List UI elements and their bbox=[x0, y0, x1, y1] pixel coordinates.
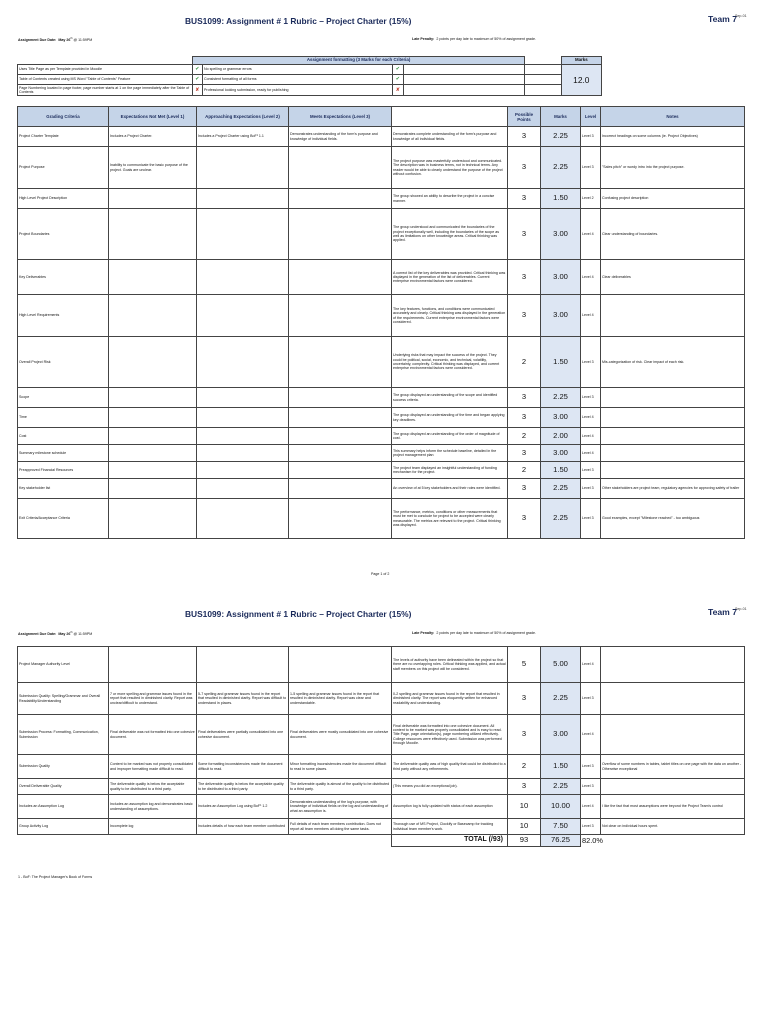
criteria-cell: Submission Quality: Spelling/Grammar and Overall Readability/Understanding bbox=[18, 683, 109, 715]
level1-cell bbox=[109, 189, 197, 209]
table-row bbox=[18, 388, 745, 408]
level4-cell: The group understood and communicated the boundaries of the project exceptionally well, including the boundaries of the scope as well as limitations on other knowledge areas. Critical thinking was applied. bbox=[392, 209, 508, 260]
level2-cell bbox=[197, 147, 289, 189]
marks-cell: 3.00 bbox=[541, 715, 581, 755]
level1-cell bbox=[109, 445, 197, 462]
criteria-cell: Overall Project Risk bbox=[18, 337, 109, 388]
notes-cell: Overflow of some numbers in tables, tablet titles on one page with the data on another - Otherwise exceptional bbox=[601, 755, 745, 779]
level2-cell bbox=[197, 408, 289, 428]
header-level: Level bbox=[581, 107, 601, 127]
level4-cell: Demonstrates complete understanding of the form's purpose and knowledge of all individual fields. bbox=[392, 127, 508, 147]
notes-cell bbox=[601, 445, 745, 462]
level2-cell: Includes a Project Charter using BoF¹ 1.1 bbox=[197, 127, 289, 147]
level1-cell: Includes an assumption log and demonstrates basic understanding of assumptions. bbox=[109, 795, 197, 819]
level3-cell bbox=[289, 189, 392, 209]
level1-cell bbox=[109, 295, 197, 337]
level1-cell bbox=[109, 209, 197, 260]
possible-points-cell: 3 bbox=[508, 209, 541, 260]
possible-points-cell: 10 bbox=[508, 819, 541, 835]
team-date: Sep-01 bbox=[734, 14, 747, 18]
level4-cell: Final deliverable was formatted into one cohesive document. All content to be marked was properly consolidated and is easy to read. Title Page, page orientation(s), page numbering utilized effectively. College resources were effectively used. Submission was performed through Moodle. bbox=[392, 715, 508, 755]
level4-cell: The project purpose was masterfully understood and communicated. The description was in business terms, not in technical terms. Any reader would be able to clearly understand the purpose of the project without confusion. bbox=[392, 147, 508, 189]
due-date bbox=[18, 631, 92, 636]
marks-cell: 1.50 bbox=[541, 462, 581, 479]
check-icon: ✔ bbox=[393, 75, 403, 85]
level-cell: Level 4 bbox=[581, 715, 601, 755]
team-name: Team 7 bbox=[708, 14, 737, 24]
formatting-mark: 12.0 bbox=[561, 65, 601, 96]
level4-cell: The group displayed an understanding of the scope and identified success criteria. bbox=[392, 388, 508, 408]
criteria-cell: Preapproved Financial Resources bbox=[18, 462, 109, 479]
marks-cell: 2.25 bbox=[541, 388, 581, 408]
possible-points-cell: 2 bbox=[508, 428, 541, 445]
header-level3: Meets Expectations (Level 3) bbox=[289, 107, 392, 127]
level1-cell: Content to be marked was not properly consolidated and improper formatting made difficult to read. bbox=[109, 755, 197, 779]
criteria-cell: Group Activity Log bbox=[18, 819, 109, 835]
notes-cell bbox=[601, 462, 745, 479]
marks-cell: 2.25 bbox=[541, 147, 581, 189]
total-row bbox=[18, 835, 745, 847]
due-date bbox=[18, 37, 92, 42]
page-footer: Page 1 of 2 bbox=[371, 572, 390, 576]
header-marks: Marks bbox=[541, 107, 581, 127]
level3-cell bbox=[289, 462, 392, 479]
criteria-cell: Scope bbox=[18, 388, 109, 408]
level-cell: Level 3 bbox=[581, 147, 601, 189]
level2-cell: Includes an Assumption Log using BoF¹ 1.2 bbox=[197, 795, 289, 819]
level3-cell: Demonstrates understanding of the form's purpose and knowledge of individual fields. bbox=[289, 127, 392, 147]
level4-cell: The levels of authority have been delineated within the project so that there are no overlapping roles. Critical thinking was applied, and actual staff members on this project will be considered. bbox=[392, 647, 508, 683]
level-cell: Level 3 bbox=[581, 779, 601, 795]
possible-points-cell: 3 bbox=[508, 408, 541, 428]
level-cell: Level 4 bbox=[581, 428, 601, 445]
page-title: BUS1099: Assignment # 1 Rubric – Project Charter (15%) bbox=[185, 16, 412, 26]
level-cell: Level 3 bbox=[581, 127, 601, 147]
level4-cell: The project team displayed an insightful understanding of funding mechanism for the project. bbox=[392, 462, 508, 479]
level1-cell bbox=[109, 499, 197, 539]
criteria-cell: Project Boundaries bbox=[18, 209, 109, 260]
table-row bbox=[18, 408, 745, 428]
level3-cell bbox=[289, 209, 392, 260]
table-row bbox=[18, 779, 745, 795]
due-time: @ 11:59PM bbox=[73, 632, 93, 637]
level-cell: Level 3 bbox=[581, 337, 601, 388]
level2-cell: The deliverable quality is below the acceptable quality to be distributed to a third party. bbox=[197, 779, 289, 795]
level3-cell bbox=[289, 260, 392, 295]
level3-cell bbox=[289, 428, 392, 445]
level2-cell bbox=[197, 260, 289, 295]
level3-cell bbox=[289, 388, 392, 408]
level2-cell: Final deliverables were partially consolidated into one cohesive document. bbox=[197, 715, 289, 755]
level3-cell bbox=[289, 479, 392, 499]
late-penalty bbox=[412, 631, 536, 635]
level3-cell: 1-5 spelling and grammar issues found in the report that resulted in diminished clarity. Report was clear and understandable. bbox=[289, 683, 392, 715]
criteria-cell: Exit Criteria/Acceptance Criteria bbox=[18, 499, 109, 539]
level-cell: Level 4 bbox=[581, 408, 601, 428]
marks-cell: 1.50 bbox=[541, 337, 581, 388]
level1-cell: The deliverable quality is below the acceptable quality to be distributed to a third party. bbox=[109, 779, 197, 795]
formatting-item: Professional looking submission, ready for publishing bbox=[203, 85, 393, 96]
level3-cell: Final deliverables were mostly consolidated into one cohesive document. bbox=[289, 715, 392, 755]
possible-points-cell: 3 bbox=[508, 499, 541, 539]
level-cell: Level 4 bbox=[581, 647, 601, 683]
formatting-item: Consistent formatting of all forms bbox=[203, 75, 393, 85]
table-row bbox=[18, 127, 745, 147]
notes-cell bbox=[601, 715, 745, 755]
notes-cell: "Sales pitch" or wordy intro into the project purpose. bbox=[601, 147, 745, 189]
marks-cell: 2.00 bbox=[541, 428, 581, 445]
criteria-cell: High Level Project Description bbox=[18, 189, 109, 209]
due-sup: th bbox=[70, 631, 73, 634]
level1-cell bbox=[109, 408, 197, 428]
level3-cell bbox=[289, 337, 392, 388]
total-marks: 76.25 bbox=[541, 835, 581, 847]
notes-cell: I like the fact that most assumptions were beyond the Project Team's control bbox=[601, 795, 745, 819]
table-row bbox=[18, 295, 745, 337]
level4-cell: The performance, metrics, conditions or other measurements that must be met to conclude for project to be accepted were clearly measurable. The metrics are relevant to the project. Critical thinking was displayed. bbox=[392, 499, 508, 539]
late-label: Late Penalty: bbox=[412, 37, 435, 41]
table-row bbox=[18, 647, 745, 683]
rubric-rows-page1 bbox=[18, 127, 745, 539]
due-label: Assignment Due Date: bbox=[18, 632, 57, 637]
team-date: Sep-01 bbox=[734, 607, 747, 611]
marks-cell: 1.50 bbox=[541, 189, 581, 209]
level3-cell bbox=[289, 295, 392, 337]
level1-cell: Incomplete log bbox=[109, 819, 197, 835]
rubric-rows-page2 bbox=[18, 647, 745, 835]
possible-points-cell: 3 bbox=[508, 295, 541, 337]
notes-cell: Clear deliverables bbox=[601, 260, 745, 295]
possible-points-cell: 3 bbox=[508, 445, 541, 462]
table-row bbox=[18, 499, 745, 539]
notes-cell: Not clear on individual hours spent. bbox=[601, 819, 745, 835]
table-row bbox=[18, 479, 745, 499]
formatting-item: Page Numbering located in page footer, page number starts at 1 on the page immediately after the Table of Contents bbox=[18, 85, 193, 96]
marks-cell: 3.00 bbox=[541, 295, 581, 337]
level3-cell bbox=[289, 647, 392, 683]
criteria-cell: Project Purpose bbox=[18, 147, 109, 189]
table-row bbox=[18, 462, 745, 479]
total-points: 93 bbox=[508, 835, 541, 847]
level-cell: Level 3 bbox=[581, 819, 601, 835]
table-row bbox=[18, 147, 745, 189]
cross-icon: ✘ bbox=[393, 85, 403, 96]
late-value: 2 points per day late to maximum of 50% of assignment grade. bbox=[436, 37, 537, 41]
criteria-cell: Submission Quality bbox=[18, 755, 109, 779]
level2-cell bbox=[197, 479, 289, 499]
late-value: 2 points per day late to maximum of 50% of assignment grade. bbox=[436, 631, 537, 635]
marks-cell: 5.00 bbox=[541, 647, 581, 683]
header-criteria: Grading Criteria bbox=[18, 107, 109, 127]
marks-cell: 1.50 bbox=[541, 755, 581, 779]
notes-cell bbox=[601, 295, 745, 337]
level4-cell: Underlying risks that may impact the success of the project. They could be political, social, economic, and technical, volatility, uncertainty, complexity. Critical thinking was displayed, and current enterprise environmental factors were considered. bbox=[392, 337, 508, 388]
total-percent: 82.0% bbox=[582, 835, 603, 845]
header-level2: Approaching Expectations (Level 2) bbox=[197, 107, 289, 127]
table-row bbox=[18, 819, 745, 835]
level-cell: Level 3 bbox=[581, 462, 601, 479]
level-cell: Level 2 bbox=[581, 189, 601, 209]
level1-cell bbox=[109, 479, 197, 499]
formatting-item: Uses Title Page as per Template provided in Moodle bbox=[18, 65, 193, 75]
level1-cell bbox=[109, 428, 197, 445]
footnote: 1 - BoF: The Project Manager's Book of Forms bbox=[18, 875, 93, 879]
marks-cell: 3.00 bbox=[541, 260, 581, 295]
level3-cell: The deliverable quality is almost of the quality to be distributed to a third party. bbox=[289, 779, 392, 795]
possible-points-cell: 2 bbox=[508, 462, 541, 479]
level3-cell bbox=[289, 408, 392, 428]
rubric-table-page2 bbox=[17, 646, 745, 847]
level4-cell: The group displayed an understanding of the order of magnitude of cost. bbox=[392, 428, 508, 445]
table-row bbox=[18, 755, 745, 779]
cross-icon: ✘ bbox=[192, 85, 202, 96]
table-row bbox=[18, 209, 745, 260]
notes-cell: Other stakeholders are project team, regulatory agencies for approving safety of trailer bbox=[601, 479, 745, 499]
possible-points-cell: 3 bbox=[508, 147, 541, 189]
level4-cell: Thorough use of MS Project, Clockify or Basecamp for tracking individual team member's work. bbox=[392, 819, 508, 835]
level2-cell bbox=[197, 189, 289, 209]
level1-cell bbox=[109, 647, 197, 683]
formatting-table bbox=[17, 56, 602, 96]
team-name: Team 7 bbox=[708, 607, 737, 617]
marks-cell: 7.50 bbox=[541, 819, 581, 835]
table-row bbox=[18, 189, 745, 209]
level4-cell: The deliverable quality was of high quality that could be distributed to a third party without any refinements. bbox=[392, 755, 508, 779]
level1-cell: Inability to communicate the basic purpose of the project. Goals are unclear. bbox=[109, 147, 197, 189]
team-label bbox=[708, 14, 747, 24]
level3-cell: Demonstrates understanding of the log's purpose, with knowledge of individual fields on the log and understanding of what an assumption is. bbox=[289, 795, 392, 819]
level1-cell bbox=[109, 462, 197, 479]
check-icon: ✔ bbox=[393, 65, 403, 75]
notes-cell bbox=[601, 408, 745, 428]
due-value: May 26 bbox=[58, 38, 71, 43]
notes-cell bbox=[601, 683, 745, 715]
possible-points-cell: 3 bbox=[508, 779, 541, 795]
notes-cell: Confusing project description bbox=[601, 189, 745, 209]
late-label: Late Penalty: bbox=[412, 631, 435, 635]
level1-cell bbox=[109, 260, 197, 295]
level4-cell: The key features, functions, and conditions were communicated accurately and clearly. Critical thinking was displayed in the generation of the requirements. Current enterprise environmental factors were considered. bbox=[392, 295, 508, 337]
formatting-item: No spelling or grammar errors bbox=[203, 65, 393, 75]
possible-points-cell: 2 bbox=[508, 755, 541, 779]
total-label: TOTAL (/93) bbox=[392, 835, 508, 847]
due-time: @ 11:59PM bbox=[73, 38, 93, 43]
level2-cell bbox=[197, 209, 289, 260]
level2-cell bbox=[197, 295, 289, 337]
notes-cell bbox=[601, 428, 745, 445]
table-row bbox=[18, 683, 745, 715]
formatting-marks-header: Marks bbox=[561, 57, 601, 65]
level3-cell bbox=[289, 147, 392, 189]
marks-cell: 2.25 bbox=[541, 499, 581, 539]
level4-cell: Assumption log is fully updated with status of each assumption bbox=[392, 795, 508, 819]
criteria-cell: Summary milestone schedule bbox=[18, 445, 109, 462]
table-row bbox=[18, 428, 745, 445]
marks-cell: 2.25 bbox=[541, 479, 581, 499]
level-cell: Level 3 bbox=[581, 499, 601, 539]
marks-cell: 3.00 bbox=[541, 408, 581, 428]
due-value: May 26 bbox=[58, 632, 71, 637]
notes-cell: Mis-categorization of risk. Clear impact of each risk. bbox=[601, 337, 745, 388]
possible-points-cell: 3 bbox=[508, 683, 541, 715]
header-possible-points: Possible Points bbox=[508, 107, 541, 127]
level3-cell bbox=[289, 499, 392, 539]
level3-cell: Full details of each team members contribution. Does not report all team members all doing the same tasks. bbox=[289, 819, 392, 835]
level4-cell: A correct list of the key deliverables was provided. Critical thinking was displayed in the generation of the list of deliverables. Current enterprise environmental factors were considered. bbox=[392, 260, 508, 295]
notes-cell bbox=[601, 388, 745, 408]
due-label: Assignment Due Date: bbox=[18, 38, 57, 43]
notes-cell bbox=[601, 779, 745, 795]
criteria-cell: Overall Deliverable Quality bbox=[18, 779, 109, 795]
marks-cell: 2.25 bbox=[541, 683, 581, 715]
marks-cell: 3.00 bbox=[541, 209, 581, 260]
table-row bbox=[18, 795, 745, 819]
table-row bbox=[18, 260, 745, 295]
level2-cell bbox=[197, 428, 289, 445]
level-cell: Level 4 bbox=[581, 209, 601, 260]
table-row bbox=[18, 445, 745, 462]
marks-cell: 3.00 bbox=[541, 445, 581, 462]
page-title: BUS1099: Assignment # 1 Rubric – Project Charter (15%) bbox=[185, 609, 412, 619]
criteria-cell: High Level Requirements bbox=[18, 295, 109, 337]
level2-cell bbox=[197, 337, 289, 388]
header-level1: Expectations Not Met (Level 1) bbox=[109, 107, 197, 127]
formatting-item: Table of Contents created using MS Word "Table of Contents" Feature bbox=[18, 75, 193, 85]
level1-cell bbox=[109, 388, 197, 408]
marks-cell: 10.00 bbox=[541, 795, 581, 819]
level1-cell: 7 or more spelling and grammar issues found in the report that resulted in diminished clarity. Report was unclear/difficult to understand. bbox=[109, 683, 197, 715]
criteria-cell: Project Charter Template bbox=[18, 127, 109, 147]
possible-points-cell: 3 bbox=[508, 715, 541, 755]
level3-cell: Minor formatting inconsistencies made the document difficult to read in some places. bbox=[289, 755, 392, 779]
check-icon: ✔ bbox=[192, 65, 202, 75]
formatting-header: Assignment formatting (3 Marks for each Criteria) bbox=[192, 57, 525, 65]
level4-cell: The group showed an ability to describe the project in a concise manner. bbox=[392, 189, 508, 209]
due-sup: th bbox=[70, 37, 73, 40]
possible-points-cell: 5 bbox=[508, 647, 541, 683]
criteria-cell: Submission Process: Formatting, Communication, Submission bbox=[18, 715, 109, 755]
level1-cell: Final deliverable was not formatted into one cohesive document. bbox=[109, 715, 197, 755]
possible-points-cell: 3 bbox=[508, 189, 541, 209]
header-notes: Notes bbox=[601, 107, 745, 127]
criteria-cell: Includes an Assumption Log bbox=[18, 795, 109, 819]
possible-points-cell: 2 bbox=[508, 337, 541, 388]
level-cell: Level 4 bbox=[581, 295, 601, 337]
level-cell: Level 3 bbox=[581, 755, 601, 779]
criteria-cell: Project Manager Authority Level bbox=[18, 647, 109, 683]
level2-cell: Includes details of how each team member contributed bbox=[197, 819, 289, 835]
possible-points-cell: 3 bbox=[508, 479, 541, 499]
notes-cell bbox=[601, 647, 745, 683]
level2-cell bbox=[197, 462, 289, 479]
level2-cell: Some formatting inconsistencies made the document difficult to read. bbox=[197, 755, 289, 779]
level2-cell: 5-7 spelling and grammar issues found in the report that resulted in diminished clarity. Report was difficult to understand in places. bbox=[197, 683, 289, 715]
criteria-cell: Cost bbox=[18, 428, 109, 445]
notes-cell: Incorrect headings on some columns (ie. Project Objectives) bbox=[601, 127, 745, 147]
check-icon: ✔ bbox=[192, 75, 202, 85]
criteria-cell: Key Deliverables bbox=[18, 260, 109, 295]
level-cell: Level 3 bbox=[581, 683, 601, 715]
level2-cell bbox=[197, 647, 289, 683]
possible-points-cell: 3 bbox=[508, 388, 541, 408]
table-row bbox=[18, 337, 745, 388]
level4-cell: The group displayed an understanding of the time and began applying key deadlines. bbox=[392, 408, 508, 428]
level4-cell: This summary helps inform the schedule baseline, detailed in the project management plan bbox=[392, 445, 508, 462]
marks-cell: 2.25 bbox=[541, 127, 581, 147]
level-cell: Level 4 bbox=[581, 260, 601, 295]
level2-cell bbox=[197, 499, 289, 539]
level-cell: Level 4 bbox=[581, 795, 601, 819]
level-cell: Level 3 bbox=[581, 479, 601, 499]
level1-cell bbox=[109, 337, 197, 388]
level2-cell bbox=[197, 445, 289, 462]
criteria-cell: Time bbox=[18, 408, 109, 428]
marks-cell: 2.25 bbox=[541, 779, 581, 795]
table-row bbox=[18, 715, 745, 755]
criteria-cell: Key stakeholder list bbox=[18, 479, 109, 499]
possible-points-cell: 10 bbox=[508, 795, 541, 819]
possible-points-cell: 3 bbox=[508, 127, 541, 147]
late-penalty bbox=[412, 37, 536, 41]
level4-cell: An overview of at 5 key stakeholders and their roles were identified. bbox=[392, 479, 508, 499]
level2-cell bbox=[197, 388, 289, 408]
rubric-table bbox=[17, 106, 745, 539]
level-cell: Level 4 bbox=[581, 445, 601, 462]
possible-points-cell: 3 bbox=[508, 260, 541, 295]
level1-cell: Includes a Project Charter. bbox=[109, 127, 197, 147]
team-label bbox=[708, 607, 747, 617]
rubric-page-2 bbox=[0, 600, 768, 1024]
level4-cell: (This means you did an exceptional job). bbox=[392, 779, 508, 795]
level3-cell bbox=[289, 445, 392, 462]
notes-cell: Good examples, except "Milestone reached" - too ambiguous bbox=[601, 499, 745, 539]
notes-cell: Clear understanding of boundaries. bbox=[601, 209, 745, 260]
level4-cell: 0-2 spelling and grammar issues found in the report that resulted in diminished clarity. The report was eloquently written for enhanced readability and understanding. bbox=[392, 683, 508, 715]
level-cell: Level 3 bbox=[581, 388, 601, 408]
